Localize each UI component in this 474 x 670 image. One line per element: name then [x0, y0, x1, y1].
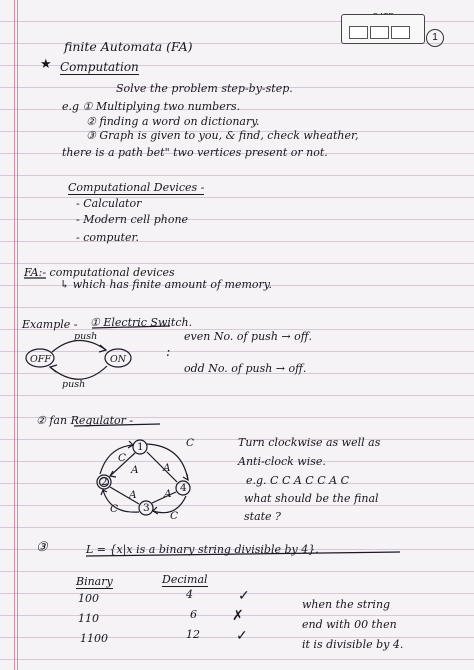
- example-1-label: ① Electric Switch.: [90, 316, 193, 329]
- device-item-calculator: - Calculator: [76, 197, 142, 210]
- example-2-line-3: e.g. C C A C C A C: [246, 474, 349, 487]
- fan-state-2: 2: [101, 476, 108, 488]
- fan-edge-c2: C: [186, 437, 195, 449]
- fan-arrowhead-4: [153, 507, 158, 514]
- example-3-number: ③: [36, 540, 48, 555]
- table-row-1-decimal: 4: [186, 588, 193, 601]
- switch-state-on: ON: [110, 354, 127, 365]
- switch-on-circle: [105, 349, 131, 367]
- example-1-odd: odd No. of push → off.: [184, 362, 307, 375]
- fan-state-1: 1: [137, 441, 144, 453]
- fan-arrowhead-3: [183, 474, 188, 480]
- fan-edge-c1: C: [118, 452, 127, 464]
- bullet-star: ★: [40, 57, 52, 72]
- fan-edge-1-4-outer: [147, 444, 188, 480]
- conclusion-line-1: when the string: [302, 598, 391, 611]
- example-3-underline: [86, 552, 400, 556]
- fan-edge-a4: A: [164, 488, 172, 500]
- fan-edge-c3: C: [110, 503, 119, 515]
- switch-push-bottom: push: [62, 379, 86, 390]
- example-1-even: even No. of push → off.: [184, 330, 313, 343]
- conclusion-line-3: it is divisible by 4.: [302, 638, 404, 651]
- example-3-statement: L = {x|x is a binary string divisible by 4}.: [86, 543, 319, 556]
- table-row-1-binary: 100: [78, 592, 99, 605]
- fan-state-1-circle: [133, 440, 147, 454]
- table-header-binary: Binary: [76, 575, 113, 588]
- example-2-line-2: Anti-clock wise.: [238, 455, 326, 468]
- device-item-phone: - Modern cell phone: [76, 213, 189, 226]
- page-title: finite Automata (FA): [64, 39, 193, 54]
- fan-edge-3-4-inner: [152, 492, 176, 503]
- fan-state-3: 3: [143, 502, 150, 514]
- fan-edge-4-1-inner: [147, 452, 177, 482]
- example-2-label: ② fan Regulator -: [36, 414, 134, 427]
- fan-state-4: 4: [180, 482, 187, 494]
- fan-edge-2-3-inner: [110, 487, 139, 504]
- computation-line-1: Solve the problem step-by-step.: [116, 82, 293, 95]
- table-row-3-binary: 1100: [80, 632, 108, 645]
- table-row-2-binary: 110: [78, 612, 99, 625]
- device-item-computer: - computer.: [76, 231, 140, 244]
- table-row-2-decimal: 6: [190, 608, 197, 621]
- fan-edge-1-2-inner: [110, 453, 135, 476]
- fan-edge-a1: A: [131, 464, 139, 476]
- example-2-line-5: state ?: [244, 510, 281, 523]
- fan-edge-a2: A: [163, 462, 171, 474]
- switch-off-circle: [26, 349, 54, 367]
- example-1-underline: [92, 326, 170, 328]
- fan-state-3-circle: [139, 501, 153, 515]
- fan-edge-c4: C: [170, 510, 179, 522]
- fan-state-4-circle: [176, 481, 190, 495]
- computation-line-4: ③ Graph is given to you, & find, check wheather,: [86, 129, 359, 142]
- example-label: Example -: [22, 318, 78, 331]
- table-row-3-mark: ✓: [236, 628, 248, 644]
- table-row-1-mark: ✓: [238, 588, 250, 604]
- switch-push-arrow-bottom: [50, 366, 107, 379]
- fa-definition-line-1: FA:- computational devices: [24, 266, 175, 279]
- fan-arrowhead-1: [128, 441, 133, 448]
- table-row-2-mark: ✗: [232, 608, 244, 624]
- example-2-line-1: Turn clockwise as well as: [238, 436, 381, 449]
- example-2-line-4: what should be the final: [244, 492, 379, 505]
- fan-edge-4-3-outer: [153, 496, 186, 513]
- devices-heading: Computational Devices -: [68, 181, 205, 194]
- colon-mark: :: [166, 345, 171, 360]
- computation-line-2: e.g ① Multiplying two numbers.: [62, 100, 241, 113]
- computation-heading: Computation: [60, 60, 139, 74]
- table-header-decimal: Decimal: [162, 573, 208, 586]
- fa-definition-line-2: ↳ which has finite amount of memory.: [60, 278, 273, 291]
- conclusion-line-2: end with 00 then: [302, 618, 397, 631]
- computation-line-3: ② finding a word on dictionary.: [86, 115, 260, 128]
- table-row-3-decimal: 12: [186, 628, 200, 641]
- switch-state-off: OFF: [30, 354, 51, 365]
- switch-push-arrow-top: [52, 340, 106, 352]
- fan-edge-a3: A: [129, 489, 137, 501]
- fan-state-2-inner: [100, 478, 109, 487]
- switch-push-top: push: [74, 331, 98, 342]
- page-number: 1: [426, 29, 444, 47]
- example-2-underline: [74, 424, 160, 426]
- computation-line-5: there is a path bet" two vertices present or not.: [62, 146, 328, 159]
